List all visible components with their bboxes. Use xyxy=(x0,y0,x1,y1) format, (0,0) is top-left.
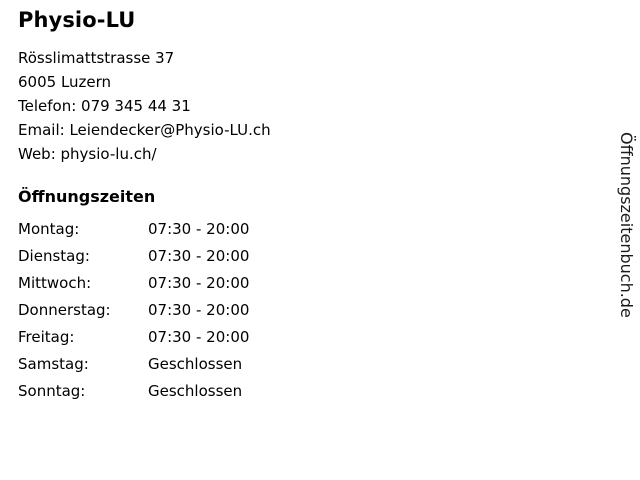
day-label: Dienstag: xyxy=(18,247,90,265)
contact-block xyxy=(18,48,598,165)
watermark-label: Öffnungszeitenbuch.de xyxy=(617,132,636,318)
time-value: Geschlossen xyxy=(148,355,243,373)
table-row xyxy=(18,328,249,355)
table-row xyxy=(18,247,249,274)
opening-hours-heading: Öffnungszeiten xyxy=(18,187,156,206)
table-row xyxy=(18,274,249,301)
time-value: 07:30 - 20:00 xyxy=(148,328,250,346)
email-address: Email: Leiendecker@Physio-LU.ch xyxy=(18,121,271,139)
website-url: Web: physio-lu.ch/ xyxy=(18,145,157,163)
day-label: Montag: xyxy=(18,220,80,238)
time-value: 07:30 - 20:00 xyxy=(148,220,250,238)
city-address: 6005 Luzern xyxy=(18,73,112,91)
day-label: Mittwoch: xyxy=(18,274,92,292)
table-row xyxy=(18,220,249,247)
time-value: 07:30 - 20:00 xyxy=(148,274,250,292)
table-row xyxy=(18,301,249,328)
time-value: 07:30 - 20:00 xyxy=(148,247,250,265)
business-info-card xyxy=(18,8,598,409)
table-row xyxy=(18,355,249,382)
watermark xyxy=(616,132,638,362)
time-value: Geschlossen xyxy=(148,382,243,400)
phone-number: Telefon: 079 345 44 31 xyxy=(18,97,191,115)
page-title: Physio-LU xyxy=(18,8,136,32)
opening-hours-table xyxy=(18,220,249,409)
day-label: Sonntag: xyxy=(18,382,86,400)
day-label: Freitag: xyxy=(18,328,75,346)
time-value: 07:30 - 20:00 xyxy=(148,301,250,319)
table-row xyxy=(18,382,249,409)
day-label: Donnerstag: xyxy=(18,301,111,319)
day-label: Samstag: xyxy=(18,355,89,373)
street-address: Rösslimattstrasse 37 xyxy=(18,49,175,67)
